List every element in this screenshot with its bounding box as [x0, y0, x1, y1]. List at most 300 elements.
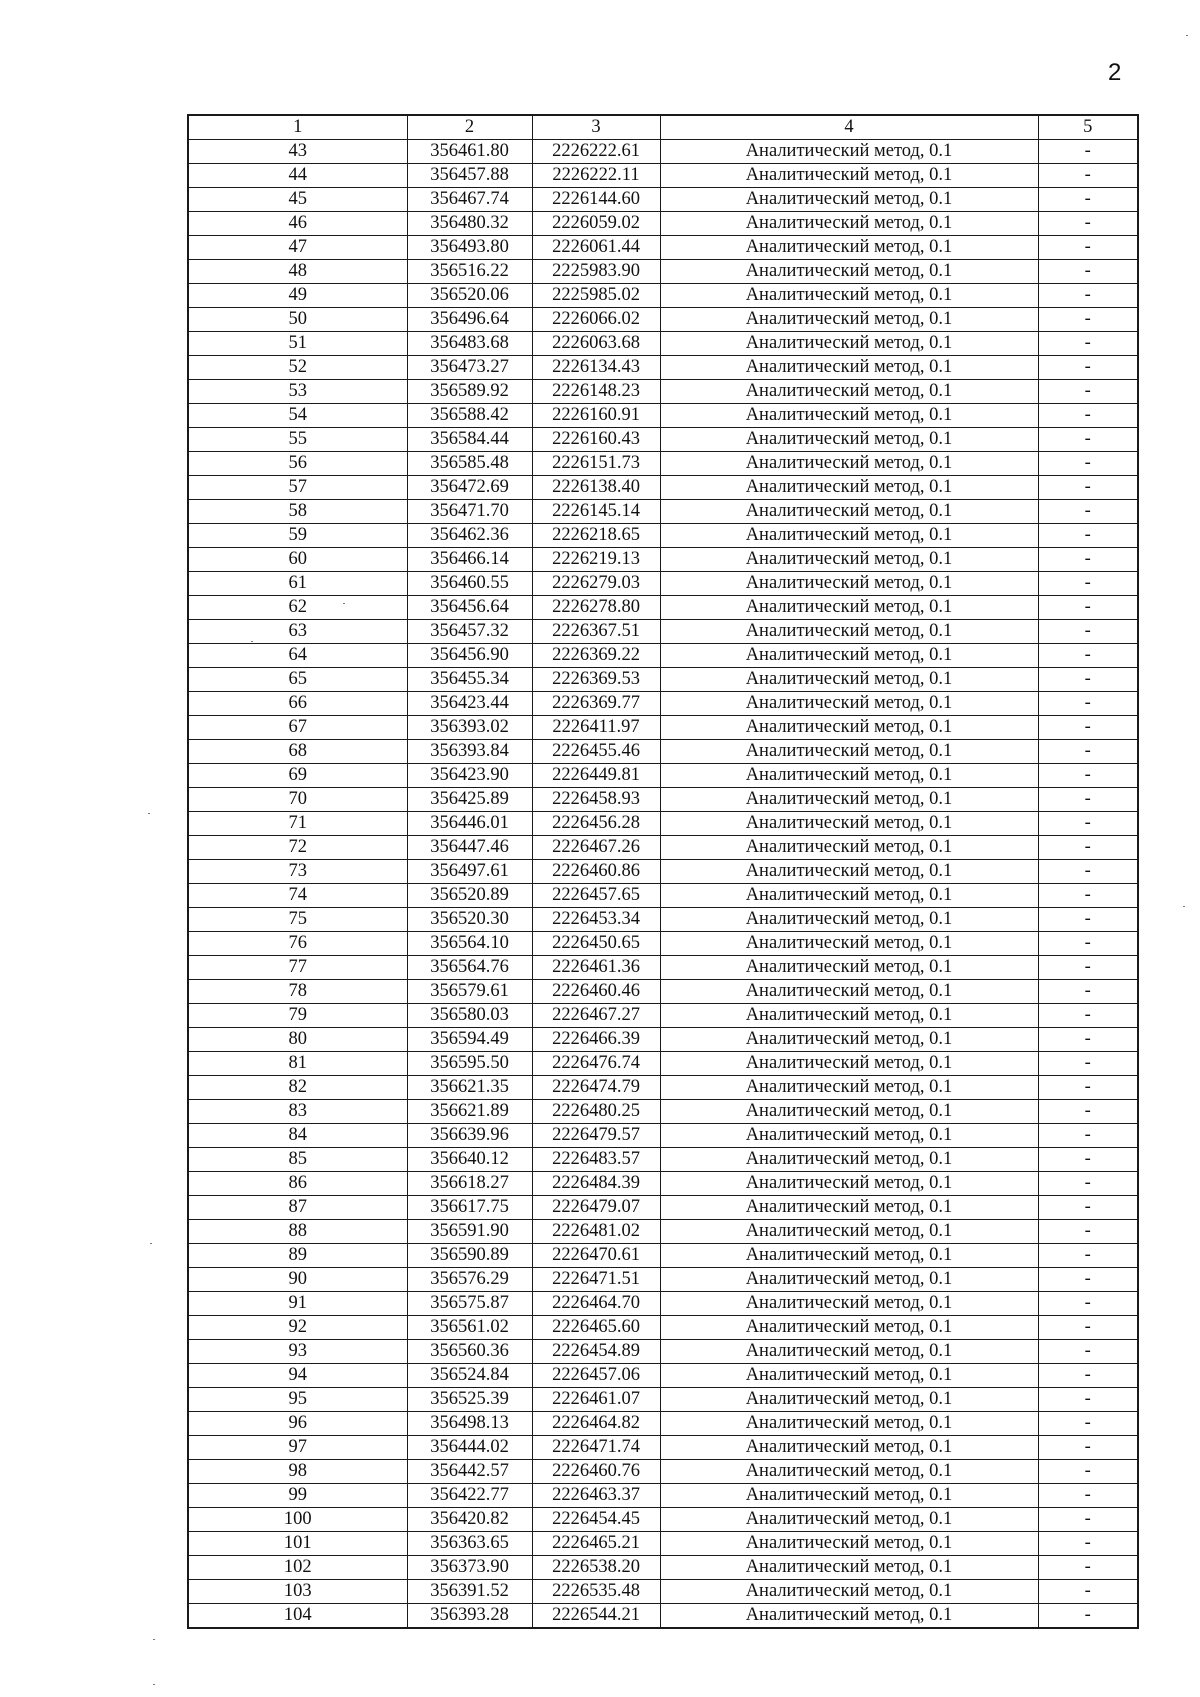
y-coordinate-cell: 2226151.73: [532, 452, 660, 476]
point-number-cell: 88: [188, 1220, 407, 1244]
point-number-cell: 100: [188, 1508, 407, 1532]
scan-speck: [343, 603, 345, 604]
x-coordinate-cell: 356456.90: [407, 644, 532, 668]
point-number-cell: 80: [188, 1028, 407, 1052]
method-cell: Аналитический метод, 0.1: [660, 908, 1038, 932]
y-coordinate-cell: 2226222.61: [532, 140, 660, 164]
x-coordinate-cell: 356467.74: [407, 188, 532, 212]
point-number-cell: 99: [188, 1484, 407, 1508]
note-cell: -: [1038, 1556, 1138, 1580]
method-cell: Аналитический метод, 0.1: [660, 980, 1038, 1004]
method-cell: Аналитический метод, 0.1: [660, 1364, 1038, 1388]
header-col-4: 4: [660, 115, 1038, 140]
method-cell: Аналитический метод, 0.1: [660, 356, 1038, 380]
method-cell: Аналитический метод, 0.1: [660, 236, 1038, 260]
table-row: [188, 1292, 1138, 1316]
table-row: [188, 524, 1138, 548]
method-cell: Аналитический метод, 0.1: [660, 548, 1038, 572]
x-coordinate-cell: 356575.87: [407, 1292, 532, 1316]
point-number-cell: 64: [188, 644, 407, 668]
point-number-cell: 57: [188, 476, 407, 500]
x-coordinate-cell: 356393.84: [407, 740, 532, 764]
x-coordinate-cell: 356617.75: [407, 1196, 532, 1220]
point-number-cell: 72: [188, 836, 407, 860]
method-cell: Аналитический метод, 0.1: [660, 428, 1038, 452]
note-cell: -: [1038, 1100, 1138, 1124]
x-coordinate-cell: 356594.49: [407, 1028, 532, 1052]
scan-speck: [1183, 906, 1185, 907]
point-number-cell: 46: [188, 212, 407, 236]
point-number-cell: 68: [188, 740, 407, 764]
point-number-cell: 92: [188, 1316, 407, 1340]
note-cell: -: [1038, 1148, 1138, 1172]
table-row: [188, 1484, 1138, 1508]
y-coordinate-cell: 2226479.07: [532, 1196, 660, 1220]
point-number-cell: 102: [188, 1556, 407, 1580]
note-cell: -: [1038, 1172, 1138, 1196]
point-number-cell: 82: [188, 1076, 407, 1100]
method-cell: Аналитический метод, 0.1: [660, 524, 1038, 548]
y-coordinate-cell: 2226450.65: [532, 932, 660, 956]
note-cell: -: [1038, 524, 1138, 548]
y-coordinate-cell: 2226369.77: [532, 692, 660, 716]
header-col-2: 2: [407, 115, 532, 140]
note-cell: -: [1038, 332, 1138, 356]
y-coordinate-cell: 2226464.70: [532, 1292, 660, 1316]
header-row: [188, 115, 1138, 140]
y-coordinate-cell: 2226465.21: [532, 1532, 660, 1556]
y-coordinate-cell: 2226460.86: [532, 860, 660, 884]
y-coordinate-cell: 2226411.97: [532, 716, 660, 740]
point-number-cell: 69: [188, 764, 407, 788]
point-number-cell: 96: [188, 1412, 407, 1436]
x-coordinate-cell: 356520.89: [407, 884, 532, 908]
note-cell: -: [1038, 716, 1138, 740]
note-cell: -: [1038, 356, 1138, 380]
method-cell: Аналитический метод, 0.1: [660, 476, 1038, 500]
point-number-cell: 90: [188, 1268, 407, 1292]
note-cell: -: [1038, 380, 1138, 404]
x-coordinate-cell: 356444.02: [407, 1436, 532, 1460]
note-cell: -: [1038, 548, 1138, 572]
point-number-cell: 44: [188, 164, 407, 188]
x-coordinate-cell: 356462.36: [407, 524, 532, 548]
y-coordinate-cell: 2226063.68: [532, 332, 660, 356]
y-coordinate-cell: 2226456.28: [532, 812, 660, 836]
scan-speck: [150, 1243, 152, 1244]
note-cell: -: [1038, 1220, 1138, 1244]
method-cell: Аналитический метод, 0.1: [660, 1412, 1038, 1436]
note-cell: -: [1038, 1196, 1138, 1220]
note-cell: -: [1038, 260, 1138, 284]
x-coordinate-cell: 356639.96: [407, 1124, 532, 1148]
point-number-cell: 84: [188, 1124, 407, 1148]
x-coordinate-cell: 356447.46: [407, 836, 532, 860]
method-cell: Аналитический метод, 0.1: [660, 1508, 1038, 1532]
note-cell: -: [1038, 140, 1138, 164]
point-number-cell: 53: [188, 380, 407, 404]
y-coordinate-cell: 2225983.90: [532, 260, 660, 284]
y-coordinate-cell: 2226461.36: [532, 956, 660, 980]
note-cell: -: [1038, 836, 1138, 860]
method-cell: Аналитический метод, 0.1: [660, 716, 1038, 740]
table-row: [188, 740, 1138, 764]
x-coordinate-cell: 356493.80: [407, 236, 532, 260]
y-coordinate-cell: 2226480.25: [532, 1100, 660, 1124]
point-number-cell: 63: [188, 620, 407, 644]
point-number-cell: 67: [188, 716, 407, 740]
note-cell: -: [1038, 1604, 1138, 1629]
table-row: [188, 1100, 1138, 1124]
table-row: [188, 1556, 1138, 1580]
method-cell: Аналитический метод, 0.1: [660, 260, 1038, 284]
table-body: [188, 140, 1138, 1629]
y-coordinate-cell: 2226471.51: [532, 1268, 660, 1292]
point-number-cell: 78: [188, 980, 407, 1004]
table-row: [188, 884, 1138, 908]
note-cell: -: [1038, 764, 1138, 788]
table-row: [188, 1364, 1138, 1388]
table-row: [188, 932, 1138, 956]
y-coordinate-cell: 2226222.11: [532, 164, 660, 188]
point-number-cell: 59: [188, 524, 407, 548]
point-number-cell: 58: [188, 500, 407, 524]
point-number-cell: 51: [188, 332, 407, 356]
x-coordinate-cell: 356561.02: [407, 1316, 532, 1340]
method-cell: Аналитический метод, 0.1: [660, 668, 1038, 692]
point-number-cell: 75: [188, 908, 407, 932]
coordinates-table: [187, 114, 1139, 1629]
x-coordinate-cell: 356560.36: [407, 1340, 532, 1364]
point-number-cell: 85: [188, 1148, 407, 1172]
method-cell: Аналитический метод, 0.1: [660, 1484, 1038, 1508]
point-number-cell: 45: [188, 188, 407, 212]
point-number-cell: 91: [188, 1292, 407, 1316]
method-cell: Аналитический метод, 0.1: [660, 500, 1038, 524]
x-coordinate-cell: 356420.82: [407, 1508, 532, 1532]
x-coordinate-cell: 356595.50: [407, 1052, 532, 1076]
y-coordinate-cell: 2226061.44: [532, 236, 660, 260]
scan-speck: [148, 813, 150, 814]
method-cell: Аналитический метод, 0.1: [660, 452, 1038, 476]
note-cell: -: [1038, 788, 1138, 812]
page-number: 2: [1108, 59, 1122, 86]
point-number-cell: 52: [188, 356, 407, 380]
y-coordinate-cell: 2226484.39: [532, 1172, 660, 1196]
note-cell: -: [1038, 1004, 1138, 1028]
table-row: [188, 404, 1138, 428]
table-row: [188, 1124, 1138, 1148]
table-row: [188, 908, 1138, 932]
table-row: [188, 860, 1138, 884]
note-cell: -: [1038, 1364, 1138, 1388]
method-cell: Аналитический метод, 0.1: [660, 812, 1038, 836]
method-cell: Аналитический метод, 0.1: [660, 1340, 1038, 1364]
x-coordinate-cell: 356422.77: [407, 1484, 532, 1508]
x-coordinate-cell: 356457.88: [407, 164, 532, 188]
x-coordinate-cell: 356472.69: [407, 476, 532, 500]
y-coordinate-cell: 2226538.20: [532, 1556, 660, 1580]
table-row: [188, 548, 1138, 572]
note-cell: -: [1038, 1436, 1138, 1460]
note-cell: -: [1038, 1124, 1138, 1148]
note-cell: -: [1038, 1268, 1138, 1292]
table-row: [188, 356, 1138, 380]
x-coordinate-cell: 356423.44: [407, 692, 532, 716]
x-coordinate-cell: 356393.28: [407, 1604, 532, 1629]
table-row: [188, 1388, 1138, 1412]
method-cell: Аналитический метод, 0.1: [660, 692, 1038, 716]
point-number-cell: 104: [188, 1604, 407, 1629]
table-row: [188, 212, 1138, 236]
method-cell: Аналитический метод, 0.1: [660, 788, 1038, 812]
y-coordinate-cell: 2226279.03: [532, 572, 660, 596]
x-coordinate-cell: 356480.32: [407, 212, 532, 236]
table-row: [188, 836, 1138, 860]
table-row: [188, 1340, 1138, 1364]
y-coordinate-cell: 2226148.23: [532, 380, 660, 404]
method-cell: Аналитический метод, 0.1: [660, 332, 1038, 356]
header-col-5: 5: [1038, 115, 1138, 140]
method-cell: Аналитический метод, 0.1: [660, 1196, 1038, 1220]
method-cell: Аналитический метод, 0.1: [660, 1172, 1038, 1196]
table-row: [188, 1196, 1138, 1220]
x-coordinate-cell: 356590.89: [407, 1244, 532, 1268]
y-coordinate-cell: 2226463.37: [532, 1484, 660, 1508]
y-coordinate-cell: 2226460.46: [532, 980, 660, 1004]
table-row: [188, 980, 1138, 1004]
method-cell: Аналитический метод, 0.1: [660, 596, 1038, 620]
table-row: [188, 764, 1138, 788]
y-coordinate-cell: 2226457.06: [532, 1364, 660, 1388]
note-cell: -: [1038, 572, 1138, 596]
point-number-cell: 77: [188, 956, 407, 980]
point-number-cell: 62: [188, 596, 407, 620]
y-coordinate-cell: 2226470.61: [532, 1244, 660, 1268]
method-cell: Аналитический метод, 0.1: [660, 212, 1038, 236]
table-row: [188, 1412, 1138, 1436]
point-number-cell: 49: [188, 284, 407, 308]
note-cell: -: [1038, 884, 1138, 908]
x-coordinate-cell: 356579.61: [407, 980, 532, 1004]
x-coordinate-cell: 356564.10: [407, 932, 532, 956]
note-cell: -: [1038, 740, 1138, 764]
x-coordinate-cell: 356456.64: [407, 596, 532, 620]
note-cell: -: [1038, 476, 1138, 500]
table-row: [188, 1148, 1138, 1172]
note-cell: -: [1038, 1076, 1138, 1100]
table-row: [188, 788, 1138, 812]
x-coordinate-cell: 356363.65: [407, 1532, 532, 1556]
x-coordinate-cell: 356498.13: [407, 1412, 532, 1436]
method-cell: Аналитический метод, 0.1: [660, 1076, 1038, 1100]
method-cell: Аналитический метод, 0.1: [660, 188, 1038, 212]
note-cell: -: [1038, 404, 1138, 428]
method-cell: Аналитический метод, 0.1: [660, 284, 1038, 308]
table-row: [188, 692, 1138, 716]
table-row: [188, 956, 1138, 980]
y-coordinate-cell: 2226457.65: [532, 884, 660, 908]
y-coordinate-cell: 2226453.34: [532, 908, 660, 932]
point-number-cell: 50: [188, 308, 407, 332]
y-coordinate-cell: 2226138.40: [532, 476, 660, 500]
point-number-cell: 87: [188, 1196, 407, 1220]
y-coordinate-cell: 2226278.80: [532, 596, 660, 620]
method-cell: Аналитический метод, 0.1: [660, 1148, 1038, 1172]
table-row: [188, 500, 1138, 524]
x-coordinate-cell: 356497.61: [407, 860, 532, 884]
table-row: [188, 1316, 1138, 1340]
x-coordinate-cell: 356460.55: [407, 572, 532, 596]
table-row: [188, 812, 1138, 836]
note-cell: -: [1038, 1388, 1138, 1412]
table-row: [188, 1508, 1138, 1532]
y-coordinate-cell: 2226160.91: [532, 404, 660, 428]
y-coordinate-cell: 2226460.76: [532, 1460, 660, 1484]
x-coordinate-cell: 356524.84: [407, 1364, 532, 1388]
table-row: [188, 596, 1138, 620]
note-cell: -: [1038, 1532, 1138, 1556]
note-cell: -: [1038, 1412, 1138, 1436]
point-number-cell: 98: [188, 1460, 407, 1484]
point-number-cell: 47: [188, 236, 407, 260]
table-row: [188, 1076, 1138, 1100]
table-row: [188, 644, 1138, 668]
note-cell: -: [1038, 1484, 1138, 1508]
y-coordinate-cell: 2226467.26: [532, 836, 660, 860]
point-number-cell: 79: [188, 1004, 407, 1028]
note-cell: -: [1038, 1580, 1138, 1604]
table-row: [188, 188, 1138, 212]
table-row: [188, 1220, 1138, 1244]
point-number-cell: 43: [188, 140, 407, 164]
table-row: [188, 1004, 1138, 1028]
point-number-cell: 89: [188, 1244, 407, 1268]
note-cell: -: [1038, 644, 1138, 668]
method-cell: Аналитический метод, 0.1: [660, 1316, 1038, 1340]
point-number-cell: 65: [188, 668, 407, 692]
table-row: [188, 1172, 1138, 1196]
method-cell: Аналитический метод, 0.1: [660, 1604, 1038, 1629]
y-coordinate-cell: 2226474.79: [532, 1076, 660, 1100]
x-coordinate-cell: 356520.06: [407, 284, 532, 308]
y-coordinate-cell: 2226483.57: [532, 1148, 660, 1172]
note-cell: -: [1038, 812, 1138, 836]
x-coordinate-cell: 356520.30: [407, 908, 532, 932]
note-cell: -: [1038, 428, 1138, 452]
table-row: [188, 1244, 1138, 1268]
x-coordinate-cell: 356471.70: [407, 500, 532, 524]
x-coordinate-cell: 356391.52: [407, 1580, 532, 1604]
point-number-cell: 101: [188, 1532, 407, 1556]
method-cell: Аналитический метод, 0.1: [660, 572, 1038, 596]
x-coordinate-cell: 356585.48: [407, 452, 532, 476]
point-number-cell: 71: [188, 812, 407, 836]
y-coordinate-cell: 2226145.14: [532, 500, 660, 524]
method-cell: Аналитический метод, 0.1: [660, 884, 1038, 908]
x-coordinate-cell: 356525.39: [407, 1388, 532, 1412]
table-row: [188, 140, 1138, 164]
y-coordinate-cell: 2226458.93: [532, 788, 660, 812]
note-cell: -: [1038, 596, 1138, 620]
method-cell: Аналитический метод, 0.1: [660, 1436, 1038, 1460]
method-cell: Аналитический метод, 0.1: [660, 1004, 1038, 1028]
table-row: [188, 1436, 1138, 1460]
y-coordinate-cell: 2226059.02: [532, 212, 660, 236]
y-coordinate-cell: 2226454.89: [532, 1340, 660, 1364]
method-cell: Аналитический метод, 0.1: [660, 932, 1038, 956]
x-coordinate-cell: 356496.64: [407, 308, 532, 332]
x-coordinate-cell: 356588.42: [407, 404, 532, 428]
note-cell: -: [1038, 980, 1138, 1004]
y-coordinate-cell: 2226218.65: [532, 524, 660, 548]
point-number-cell: 60: [188, 548, 407, 572]
x-coordinate-cell: 356423.90: [407, 764, 532, 788]
table-row: [188, 236, 1138, 260]
x-coordinate-cell: 356589.92: [407, 380, 532, 404]
note-cell: -: [1038, 956, 1138, 980]
x-coordinate-cell: 356425.89: [407, 788, 532, 812]
scan-speck: [251, 641, 253, 642]
method-cell: Аналитический метод, 0.1: [660, 140, 1038, 164]
method-cell: Аналитический метод, 0.1: [660, 956, 1038, 980]
y-coordinate-cell: 2226066.02: [532, 308, 660, 332]
point-number-cell: 95: [188, 1388, 407, 1412]
note-cell: -: [1038, 500, 1138, 524]
y-coordinate-cell: 2226476.74: [532, 1052, 660, 1076]
method-cell: Аналитический метод, 0.1: [660, 1124, 1038, 1148]
method-cell: Аналитический метод, 0.1: [660, 164, 1038, 188]
scan-speck: [153, 1684, 155, 1685]
table-row: [188, 380, 1138, 404]
x-coordinate-cell: 356466.14: [407, 548, 532, 572]
table-row: [188, 716, 1138, 740]
y-coordinate-cell: 2226544.21: [532, 1604, 660, 1629]
point-number-cell: 76: [188, 932, 407, 956]
table-row: [188, 284, 1138, 308]
y-coordinate-cell: 2226144.60: [532, 188, 660, 212]
y-coordinate-cell: 2226467.27: [532, 1004, 660, 1028]
method-cell: Аналитический метод, 0.1: [660, 1028, 1038, 1052]
note-cell: -: [1038, 1508, 1138, 1532]
x-coordinate-cell: 356373.90: [407, 1556, 532, 1580]
method-cell: Аналитический метод, 0.1: [660, 1532, 1038, 1556]
x-coordinate-cell: 356393.02: [407, 716, 532, 740]
y-coordinate-cell: 2226481.02: [532, 1220, 660, 1244]
note-cell: -: [1038, 1052, 1138, 1076]
y-coordinate-cell: 2226219.13: [532, 548, 660, 572]
method-cell: Аналитический метод, 0.1: [660, 1292, 1038, 1316]
method-cell: Аналитический метод, 0.1: [660, 740, 1038, 764]
table-row: [188, 1580, 1138, 1604]
point-number-cell: 55: [188, 428, 407, 452]
method-cell: Аналитический метод, 0.1: [660, 836, 1038, 860]
y-coordinate-cell: 2226465.60: [532, 1316, 660, 1340]
y-coordinate-cell: 2226471.74: [532, 1436, 660, 1460]
x-coordinate-cell: 356442.57: [407, 1460, 532, 1484]
note-cell: -: [1038, 692, 1138, 716]
y-coordinate-cell: 2226535.48: [532, 1580, 660, 1604]
method-cell: Аналитический метод, 0.1: [660, 1580, 1038, 1604]
table-row: [188, 572, 1138, 596]
point-number-cell: 94: [188, 1364, 407, 1388]
header-col-3: 3: [532, 115, 660, 140]
method-cell: Аналитический метод, 0.1: [660, 1244, 1038, 1268]
table-row: [188, 260, 1138, 284]
scan-speck: [1186, 35, 1188, 36]
header-col-1: 1: [188, 115, 407, 140]
point-number-cell: 48: [188, 260, 407, 284]
